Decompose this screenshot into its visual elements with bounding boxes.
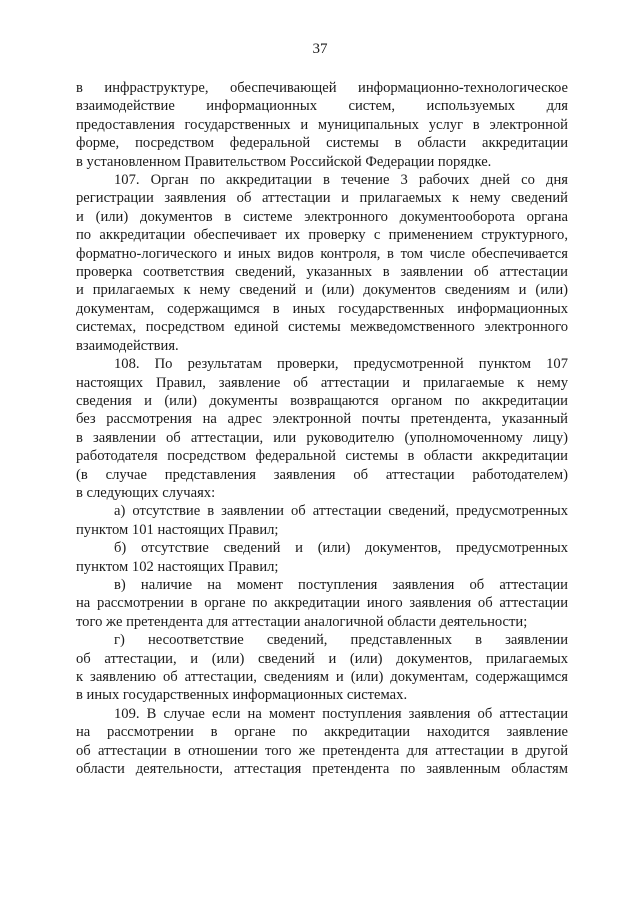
page-number: 37 bbox=[312, 41, 328, 57]
text-line: (в случае представления заявления об аттестации работодателем) bbox=[76, 466, 568, 483]
text-line: пунктом 102 настоящих Правил; bbox=[76, 558, 279, 575]
text-line: к заявлению об аттестации, сведениям и (или) документам, содержащимся bbox=[76, 669, 568, 685]
text-line: системах, посредством единой системы межведомственного электронного bbox=[76, 319, 568, 336]
text-line: без рассмотрения на адрес электронной почты претендента, указанный bbox=[76, 411, 568, 428]
text-line: того же претендента для аттестации аналогичной области деятельности; bbox=[76, 613, 528, 630]
text-line: об аттестации, и (или) сведений и (или) документов, прилагаемых bbox=[76, 650, 568, 667]
text-line: предоставления государственных и муниципальных услуг в электронной bbox=[76, 116, 568, 133]
text-line: области деятельности, аттестация претендента по заявленным областям bbox=[76, 761, 568, 778]
text-line: на рассмотрении в органе по аккредитации находится заявление bbox=[76, 724, 568, 741]
text-line: в) наличие на момент поступления заявления об аттестации bbox=[114, 576, 568, 593]
body-text bbox=[76, 79, 568, 778]
text-line: документам, содержащимся в иных государственных информационных bbox=[76, 300, 568, 317]
text-line: форматно-логического и иных видов контроля, в том числе обеспечивается bbox=[76, 245, 568, 262]
text-line: в установленном Правительством Российской Федерации порядке. bbox=[76, 153, 492, 170]
text-line: сведения и (или) документы возвращаются органом по аккредитации bbox=[76, 392, 568, 409]
text-line: г) несоответствие сведений, представленных в заявлении bbox=[114, 632, 568, 649]
text-line: в заявлении об аттестации, или руководителю (уполномоченному лицу) bbox=[76, 429, 568, 446]
text-line: в иных государственных информационных системах. bbox=[76, 687, 408, 704]
text-line: пунктом 101 настоящих Правил; bbox=[76, 521, 279, 538]
text-line: на рассмотрении в органе по аккредитации иного заявления об аттестации bbox=[76, 595, 568, 612]
text-line: регистрации заявления об аттестации и прилагаемых к нему сведений bbox=[76, 190, 568, 207]
text-line: а) отсутствие в заявлении об аттестации сведений, предусмотренных bbox=[114, 503, 568, 520]
text-line: форме, посредством федеральной системы в области аккредитации bbox=[76, 135, 568, 152]
text-line: работодателя посредством федеральной системы в области аккредитации bbox=[76, 448, 568, 465]
text-line: взаимодействия. bbox=[76, 337, 179, 354]
text-line: б) отсутствие сведений и (или) документов, предусмотренных bbox=[114, 540, 568, 557]
text-line: взаимодействие информационных систем, используемых для bbox=[76, 98, 568, 115]
text-line: и (или) документов в системе электронного документооборота органа bbox=[76, 208, 568, 225]
text-line: 109. В случае если на момент поступления заявления об аттестации bbox=[114, 705, 568, 722]
text-line: 108. По результатам проверки, предусмотренной пунктом 107 bbox=[114, 356, 568, 373]
text-line: в следующих случаях: bbox=[76, 484, 216, 501]
text-line: в инфраструктуре, обеспечивающей информационно-технологическое bbox=[76, 80, 568, 96]
text-line: об аттестации в отношении того же претендента для аттестации в другой bbox=[76, 742, 568, 759]
text-line: и прилагаемых к нему сведений и (или) документов сведениям и (или) bbox=[76, 282, 568, 299]
text-line: проверка соответствия сведений, указанных в заявлении об аттестации bbox=[76, 264, 568, 281]
text-line: по аккредитации обеспечивает их проверку с применением структурного, bbox=[76, 227, 568, 244]
text-line: настоящих Правил, заявление об аттестации и прилагаемые к нему bbox=[76, 374, 568, 391]
text-line: 107. Орган по аккредитации в течение 3 рабочих дней со дня bbox=[114, 172, 568, 189]
